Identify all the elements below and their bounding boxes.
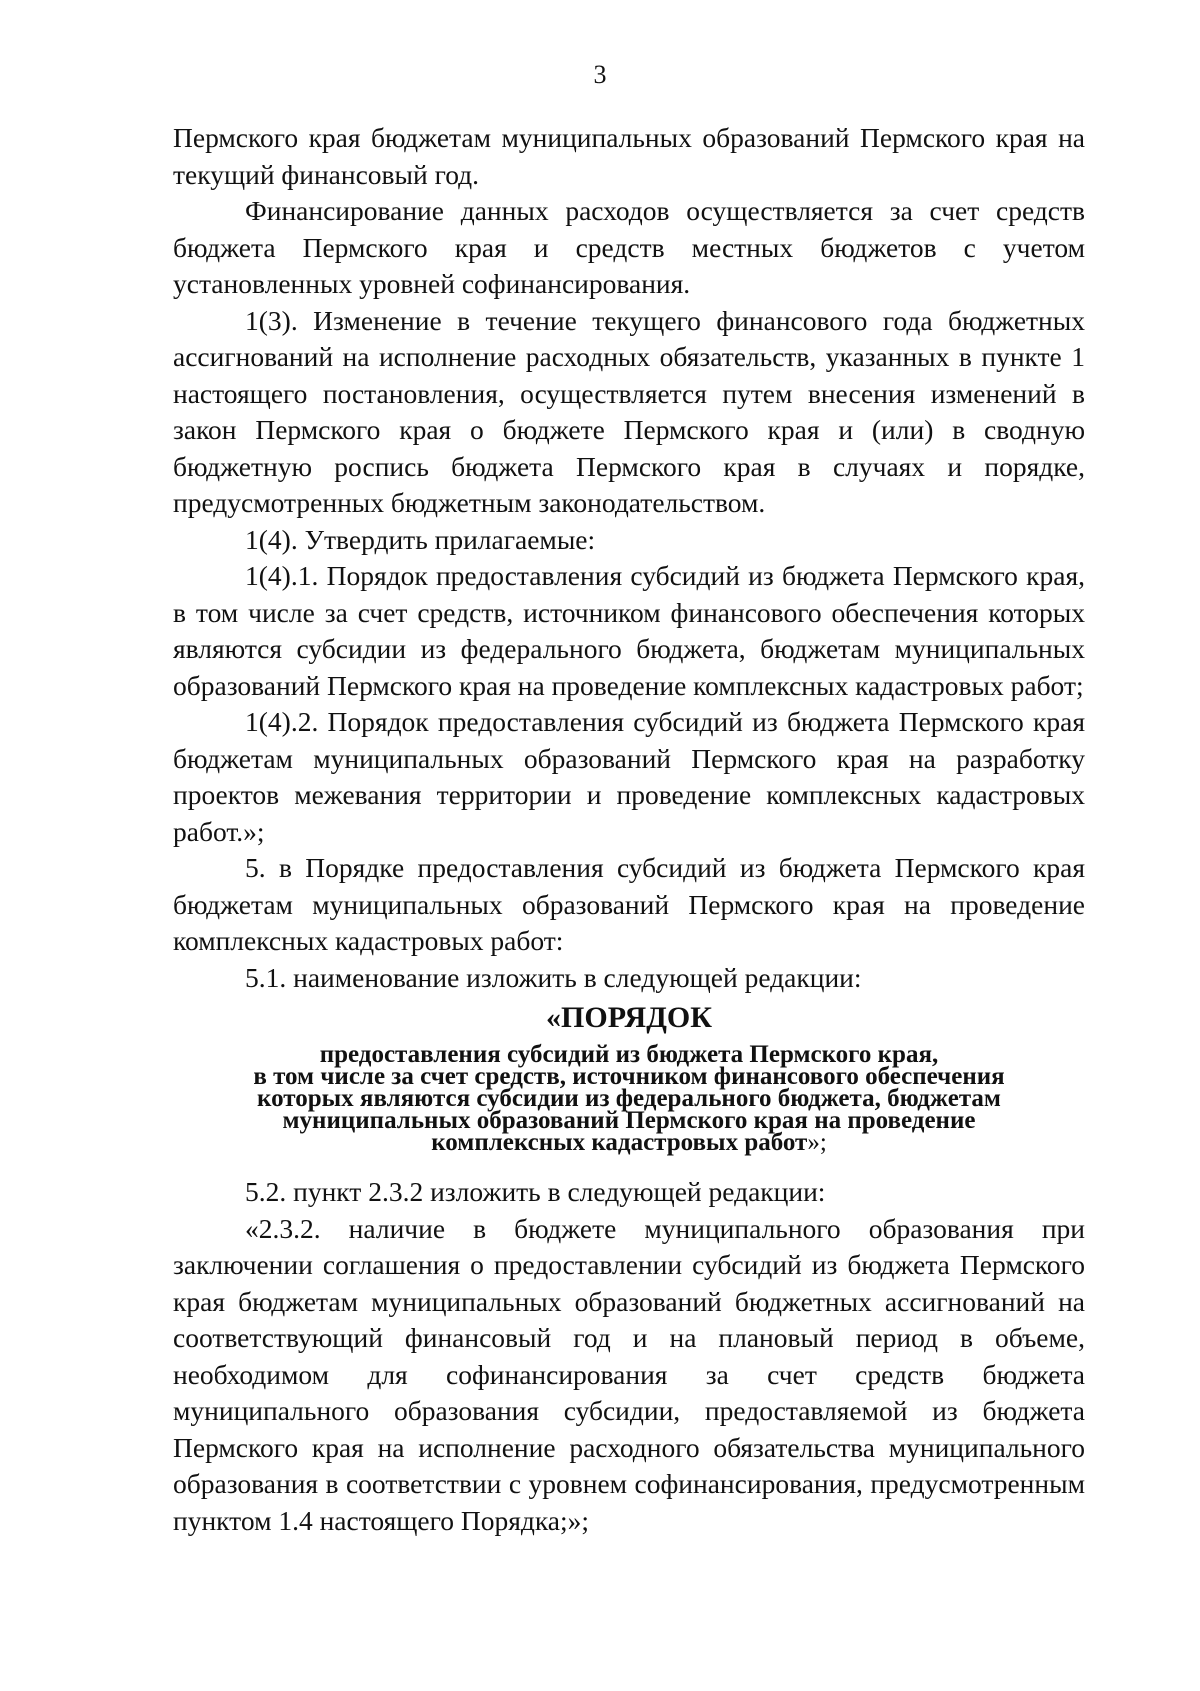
paragraph-1-4: 1(4). Утвердить прилагаемые: — [245, 523, 596, 555]
paragraph-2-3-2: «2.3.2. наличие в бюджете муниципального образования при заключении соглашения о предоставлении субсидий из бюджета Пермского края бюджетам муниципальных образований бюджетных ассигнований на соответствующий финансовый год и на плановый период в объеме, необходимом для софинансирования за счет средств бюджета муниципального образования субсидии, предоставляемой из бюджета Пермского края на исполнение расходного обязательства муниципального образования в соответствии с уровнем софинансирования, предусмотренным пунктом 1.4 настоящего Порядка;»; — [173, 1212, 1085, 1536]
paragraph-1-3: 1(3). Изменение в течение текущего финансового года бюджетных ассигнований на исполнение расходных обязательств, указанных в пункте 1 настоящего постановления, осуществляется путем внесения изменений в закон Пермского края о бюджете Пермского края и (или) в сводную бюджетную роспись бюджета Пермского края в случаях и порядке, предусмотренных бюджетным законодательством. — [173, 304, 1085, 518]
paragraph-5: 5. в Порядке предоставления субсидий из бюджета Пермского края бюджетам муниципальных образований Пермского края на проведение комплексных кадастровых работ: — [173, 852, 1085, 956]
paragraph-1-4-2: 1(4).2. Порядок предоставления субсидий из бюджета Пермского края бюджетам муниципальных образований Пермского края на разработку проектов межевания территории и проведение комплексных кадастровых работ.»; — [173, 706, 1085, 847]
order-title-block — [173, 1000, 1085, 1154]
paragraph-financing: Финансирование данных расходов осуществляется за счет средств бюджета Пермского края и средств местных бюджетов с учетом установленных уровней софинансирования. — [173, 195, 1085, 299]
paragraph-1-4-1: 1(4).1. Порядок предоставления субсидий из бюджета Пермского края, в том числе за счет средств, источником финансового обеспечения которых являются субсидии из федерального бюджета, бюджетам муниципальных образований Пермского края на проведение комплексных кадастровых работ; — [173, 560, 1085, 701]
order-title-closing-quote: »; — [807, 1129, 827, 1156]
order-title-line-2: в том числе за счет средств, источником финансового обеспечения — [253, 1063, 1005, 1090]
paragraph-continuation: Пермского края бюджетам муниципальных образований Пермского края на текущий финансовый год. — [173, 122, 1085, 190]
order-title-line-1: предоставления субсидий из бюджета Пермского края, — [319, 1041, 939, 1068]
order-title-last-line: комплексных кадастровых работ — [431, 1129, 808, 1156]
order-title-line-4: муниципальных образований Пермского края на проведение — [282, 1107, 976, 1134]
order-title-line-5 — [173, 1129, 1085, 1156]
page-number: 3 — [593, 60, 607, 89]
document-body — [173, 120, 1085, 1539]
paragraph-5-1: 5.1. наименование изложить в следующей редакции: — [245, 961, 862, 993]
paragraph-5-2: 5.2. пункт 2.3.2 изложить в следующей редакции: — [245, 1176, 826, 1207]
order-title-line-3: которых являются субсидии из федерального бюджета, бюджетам — [257, 1085, 1001, 1112]
order-title-heading: «ПОРЯДОК — [546, 1001, 712, 1034]
